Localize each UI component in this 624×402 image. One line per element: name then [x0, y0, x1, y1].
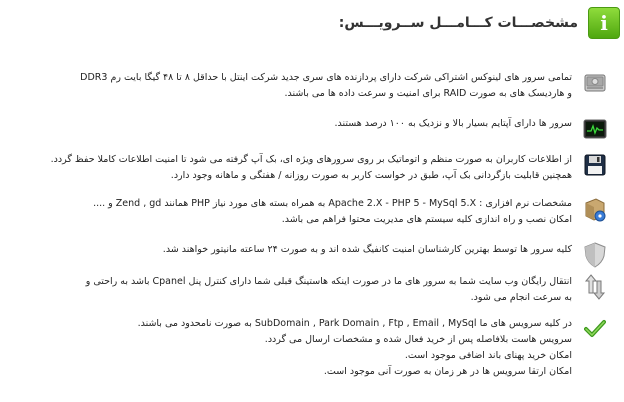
- transfer-arrows-icon: [582, 274, 608, 300]
- security-shield-icon: [582, 242, 608, 268]
- item-line: امکان ارتقا سرویس ها در هر زمان به صورت آنی موجود است.: [323, 366, 572, 377]
- item-line: و هاردیسک های به صورت RAID برای امنیت و سرعت داده ها می باشند.: [284, 88, 572, 99]
- uptime-monitor-icon: [582, 116, 608, 142]
- item-line: سرور ها دارای آپتایم بسیار بالا و نزدیک به ۱۰۰ درصد هستند.: [334, 118, 572, 129]
- list-item: [8, 70, 608, 102]
- section-header: [4, 6, 620, 40]
- item-line: انتقال رایگان وب سایت شما به سرور های ما در صورت اینکه هاستینگ قبلی شما دارای کنترل پنل Cpanel باشد به راحتی و: [85, 276, 572, 287]
- item-line: کلیه سرور ها توسط بهترین کارشناسان امنیت کانفیگ شده اند و به صورت ۲۴ ساعته مانیتور خواهند شد.: [162, 244, 572, 255]
- list-item: [8, 274, 608, 306]
- list-item: [8, 242, 608, 268]
- list-item: [8, 196, 608, 228]
- item-line: مشخصات نرم افزاری : Apache 2.X - PHP 5 - MySql 5.X به همراه بسته های مورد نیاز PHP همانند Zend , gd و ....: [93, 198, 572, 209]
- section-title: مشخصـــات کـــامـــل ســرویـــس:: [338, 15, 578, 31]
- list-item: [8, 152, 608, 184]
- list-item: [8, 116, 608, 142]
- item-line: همچنین قابلیت بازگردانی بک آپ، طبق در خواست کاربر به صورت روزانه / هفتگی و ماهانه وجود دارد.: [170, 170, 572, 181]
- checkmark-icon: [582, 316, 608, 342]
- hard-drive-icon: [582, 70, 608, 96]
- item-line: به سرعت انجام می شود.: [470, 292, 572, 303]
- item-line: در کلیه سرویس های ما SubDomain , Park Domain , Ftp , Email , MySql به صورت نامحدود می باشند.: [137, 318, 572, 329]
- floppy-disk-icon: [582, 152, 608, 178]
- item-line: امکان خرید پهنای باند اضافی موجود است.: [404, 350, 572, 361]
- item-line: از اطلاعات کاربران به صورت منظم و اتوماتیک بر روی سرورهای ویژه ای، بک آپ گرفته می شود تا امنیت اطلاعات کاملا حفظ گردد.: [50, 154, 572, 165]
- info-icon: i: [588, 7, 620, 39]
- item-line: امکان نصب و راه اندازی کلیه سیستم های مدیریت محتوا فراهم می باشد.: [281, 214, 572, 225]
- software-package-icon: [582, 196, 608, 222]
- item-line: سرویس هاست بلافاصله پس از خرید فعال شده و مشخصات ارسال می گردد.: [264, 334, 572, 345]
- list-item: [8, 316, 608, 380]
- item-line: تمامی سرور های لینوکس اشتراکی شرکت دارای پردازنده های سری جدید شرکت اینتل با حداقل ۸ تا ۴۸ گیگا بایت رم DDR3: [80, 72, 572, 83]
